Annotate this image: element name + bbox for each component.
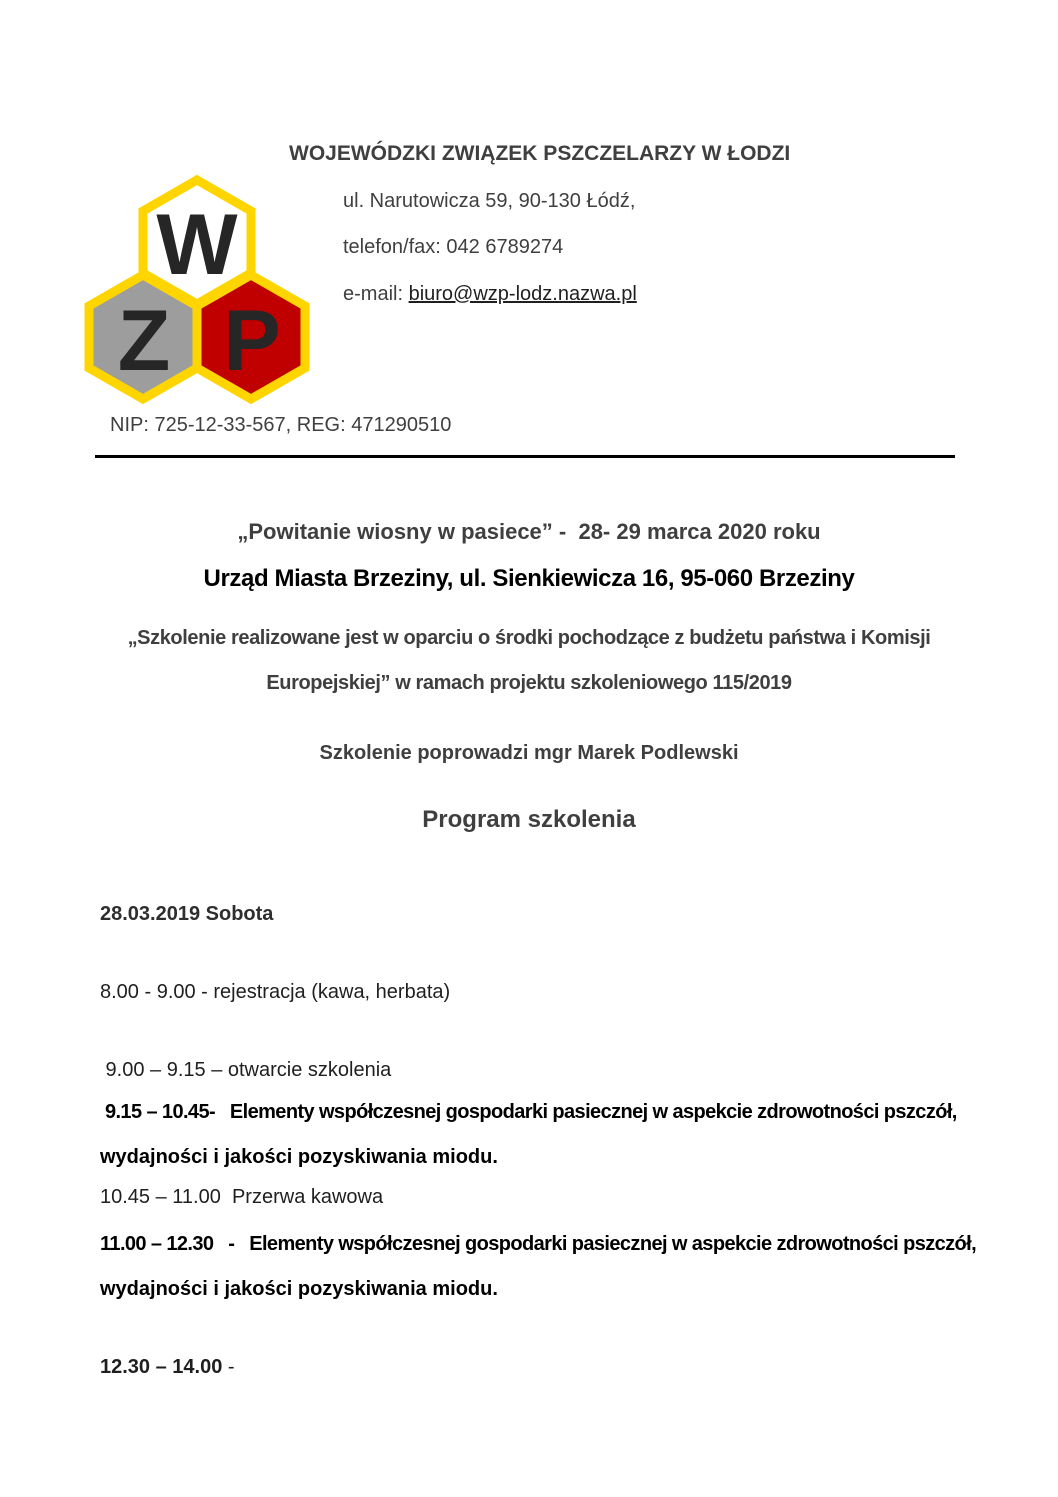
- header-divider: [95, 455, 955, 458]
- email-link[interactable]: biuro@wzp-lodz.nazwa.pl: [408, 283, 637, 305]
- org-address: ul. Narutowicza 59, 90-130 Łódź,: [343, 190, 636, 212]
- lunch-suffix: -: [222, 1356, 235, 1378]
- org-name: WOJEWÓDZKI ZWIĄZEK PSZCZELARZY W ŁODZI: [289, 142, 791, 165]
- trainer-line: Szkolenie poprowadzi mgr Marek Podlewski: [319, 742, 739, 764]
- day-heading: 28.03.2019 Sobota: [100, 903, 274, 925]
- schedule-item-lecture2-line2: wydajności i jakości pozyskiwania miodu.: [100, 1278, 498, 1300]
- wzp-logo: [84, 174, 310, 404]
- schedule-item-lecture2-line1: 11.00 – 12.30 - Elementy współczesnej gospodarki pasiecznej w aspekcie zdrowotności pszczół,: [100, 1233, 977, 1255]
- email-label: e-mail:: [343, 283, 409, 305]
- schedule-item-lunch: [100, 1356, 235, 1379]
- schedule-item-lecture1-line2: wydajności i jakości pozyskiwania miodu.: [100, 1146, 498, 1168]
- event-title: „Powitanie wiosny w pasiece” - 28- 29 marca 2020 roku: [237, 519, 821, 544]
- program-heading: Program szkolenia: [422, 806, 636, 833]
- logo-letter-p: P: [223, 293, 281, 389]
- schedule-item-lecture1-line1: 9.15 – 10.45- Elementy współczesnej gospodarki pasiecznej w aspekcie zdrowotności pszczół,: [100, 1101, 957, 1123]
- org-phone: telefon/fax: 042 6789274: [343, 236, 564, 258]
- schedule-item-registration: 8.00 - 9.00 - rejestracja (kawa, herbata): [100, 981, 451, 1003]
- nip-reg-line: NIP: 725-12-33-567, REG: 471290510: [110, 414, 452, 436]
- schedule-item-coffee-break: 10.45 – 11.00 Przerwa kawowa: [100, 1186, 384, 1208]
- event-venue: Urząd Miasta Brzeziny, ul. Sienkiewicza 16, 95-060 Brzeziny: [203, 565, 855, 592]
- funding-statement-line2: Europejskiej” w ramach projektu szkoleniowego 115/2019: [266, 672, 792, 694]
- schedule-item-opening: 9.00 – 9.15 – otwarcie szkolenia: [100, 1059, 392, 1081]
- logo-letter-w: W: [156, 197, 238, 293]
- funding-statement-line1: „Szkolenie realizowane jest w oparciu o środki pochodzące z budżetu państwa i Komisji: [127, 627, 931, 649]
- lunch-time: 12.30 – 14.00: [100, 1356, 223, 1378]
- org-email-line: [343, 283, 637, 306]
- logo-letter-z: Z: [117, 293, 171, 389]
